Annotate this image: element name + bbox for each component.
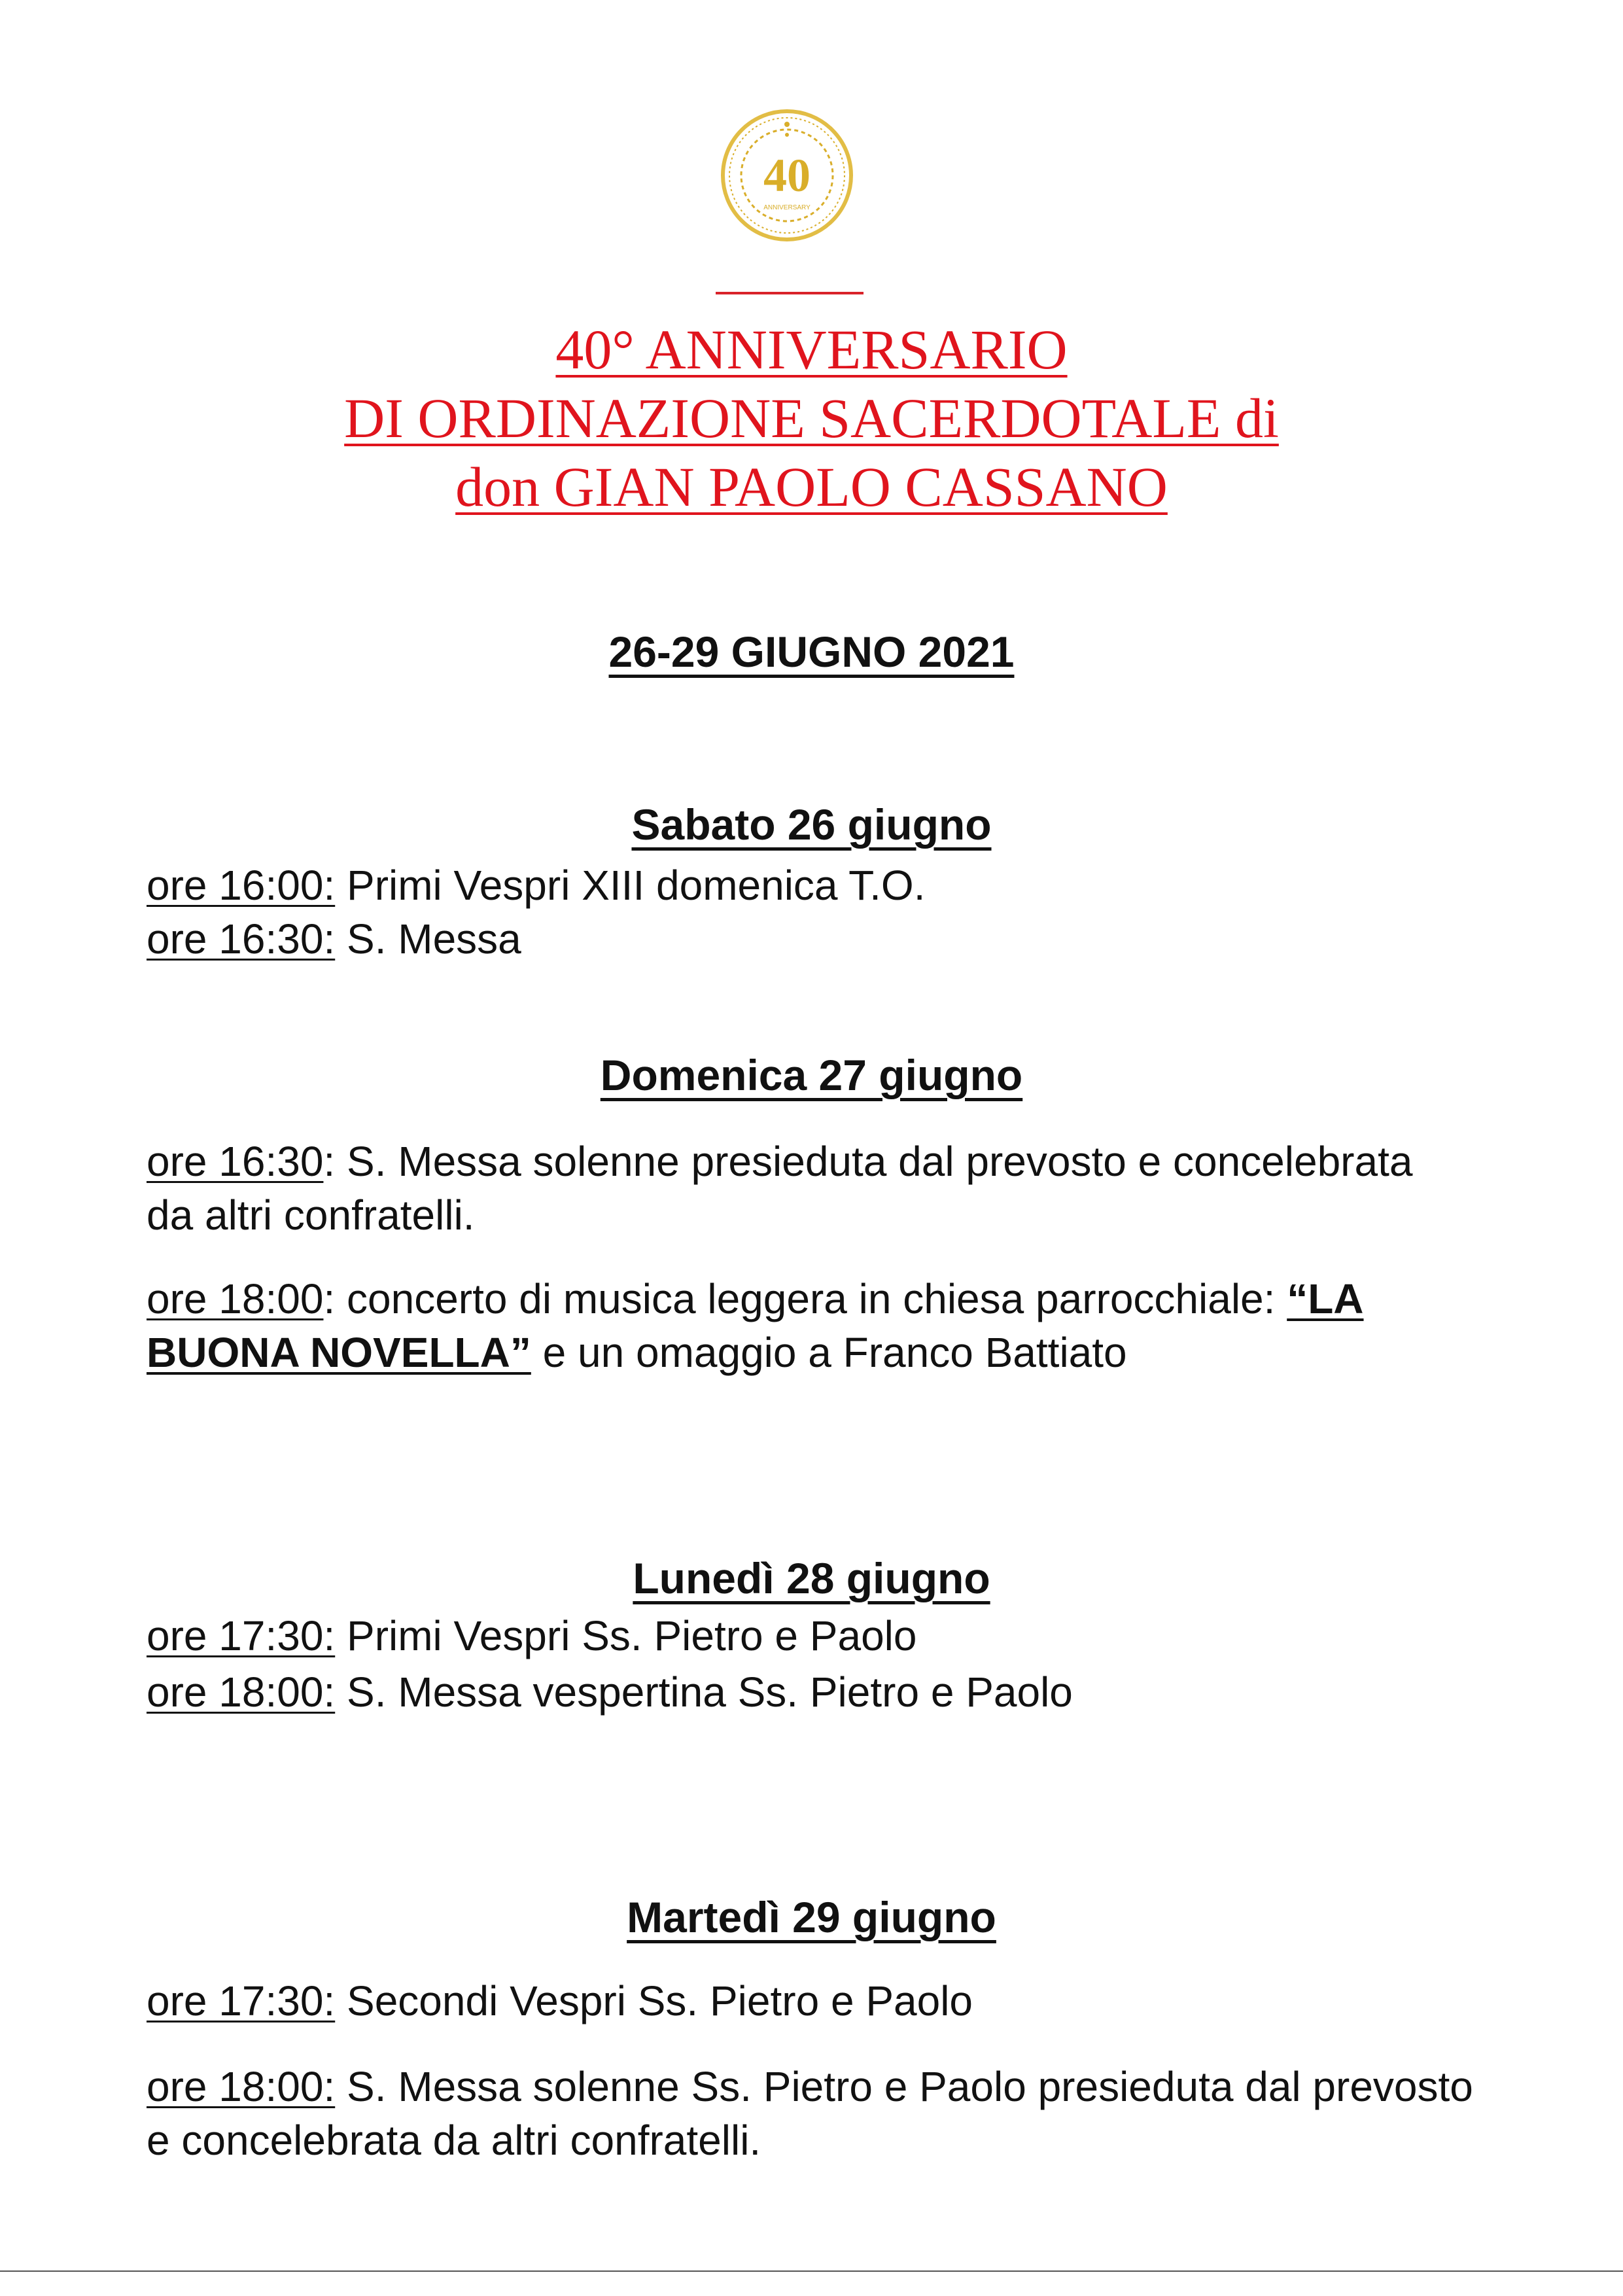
schedule-entry: [147, 2060, 1494, 2167]
date-range: 26-29 GIUGNO 2021: [608, 627, 1015, 676]
entry-time: ore 18:00: [147, 1275, 324, 1322]
entry-time: ore 18:00:: [147, 1669, 336, 1716]
entry-text: e un omaggio a Franco Battiato: [531, 1329, 1127, 1376]
entry-time: ore 18:00:: [147, 2063, 336, 2110]
entry-text: Secondi Vespri Ss. Pietro e Paolo: [335, 1977, 973, 2024]
page-title: [0, 315, 1623, 521]
entry-time: ore 17:30:: [147, 1612, 336, 1659]
schedule-entry: [147, 912, 1488, 966]
entry-text: S. Messa vespertina Ss. Pietro e Paolo: [335, 1669, 1073, 1716]
entry-time: ore 16:00:: [147, 862, 336, 909]
entry-time: ore 17:30:: [147, 1977, 336, 2024]
schedule-entry: [147, 1974, 1488, 2028]
seal-number: 40: [763, 149, 811, 202]
entry-time: ore 16:30:: [147, 915, 336, 963]
day-title-martedi: Martedì 29 giugno: [627, 1893, 996, 1941]
seal-caption: ANNIVERSARY: [763, 204, 811, 211]
bottom-edge-line: [0, 2270, 1623, 2272]
anniversary-seal-logo: [718, 98, 856, 258]
day-title-lunedi: Lunedì 28 giugno: [633, 1554, 990, 1602]
red-divider: [716, 292, 864, 294]
day-title-domenica: Domenica 27 giugno: [600, 1051, 1023, 1099]
day-title-sabato: Sabato 26 giugno: [631, 800, 992, 849]
title-line-1: 40° ANNIVERSARIO: [555, 318, 1068, 381]
title-line-2: DI ORDINAZIONE SACERDOTALE di: [344, 386, 1279, 450]
entry-text: S. Messa: [335, 915, 521, 963]
schedule-entry: [147, 1609, 1488, 1663]
entry-text: : S. Messa solenne presieduta dal prevosto e concelebrata da altri confratelli.: [147, 1138, 1413, 1239]
schedule-entry: [147, 858, 1488, 912]
concert-title: “LA BUONA NOVELLA”: [147, 1275, 1364, 1376]
entry-text: Primi Vespri Ss. Pietro e Paolo: [335, 1612, 917, 1659]
schedule-entry: [147, 1272, 1429, 1379]
entry-text: : concerto di musica leggera in chiesa parrocchiale:: [323, 1275, 1287, 1322]
title-line-3: don GIAN PAOLO CASSANO: [455, 455, 1168, 518]
entry-time: ore 16:30: [147, 1138, 324, 1185]
schedule-entry: [147, 1135, 1429, 1242]
schedule-entry: [147, 1665, 1488, 1719]
entry-text: S. Messa solenne Ss. Pietro e Paolo presieduta dal prevosto e concelebrata da altri confratelli.: [147, 2063, 1473, 2164]
entry-text: Primi Vespri XIII domenica T.O.: [335, 862, 926, 909]
